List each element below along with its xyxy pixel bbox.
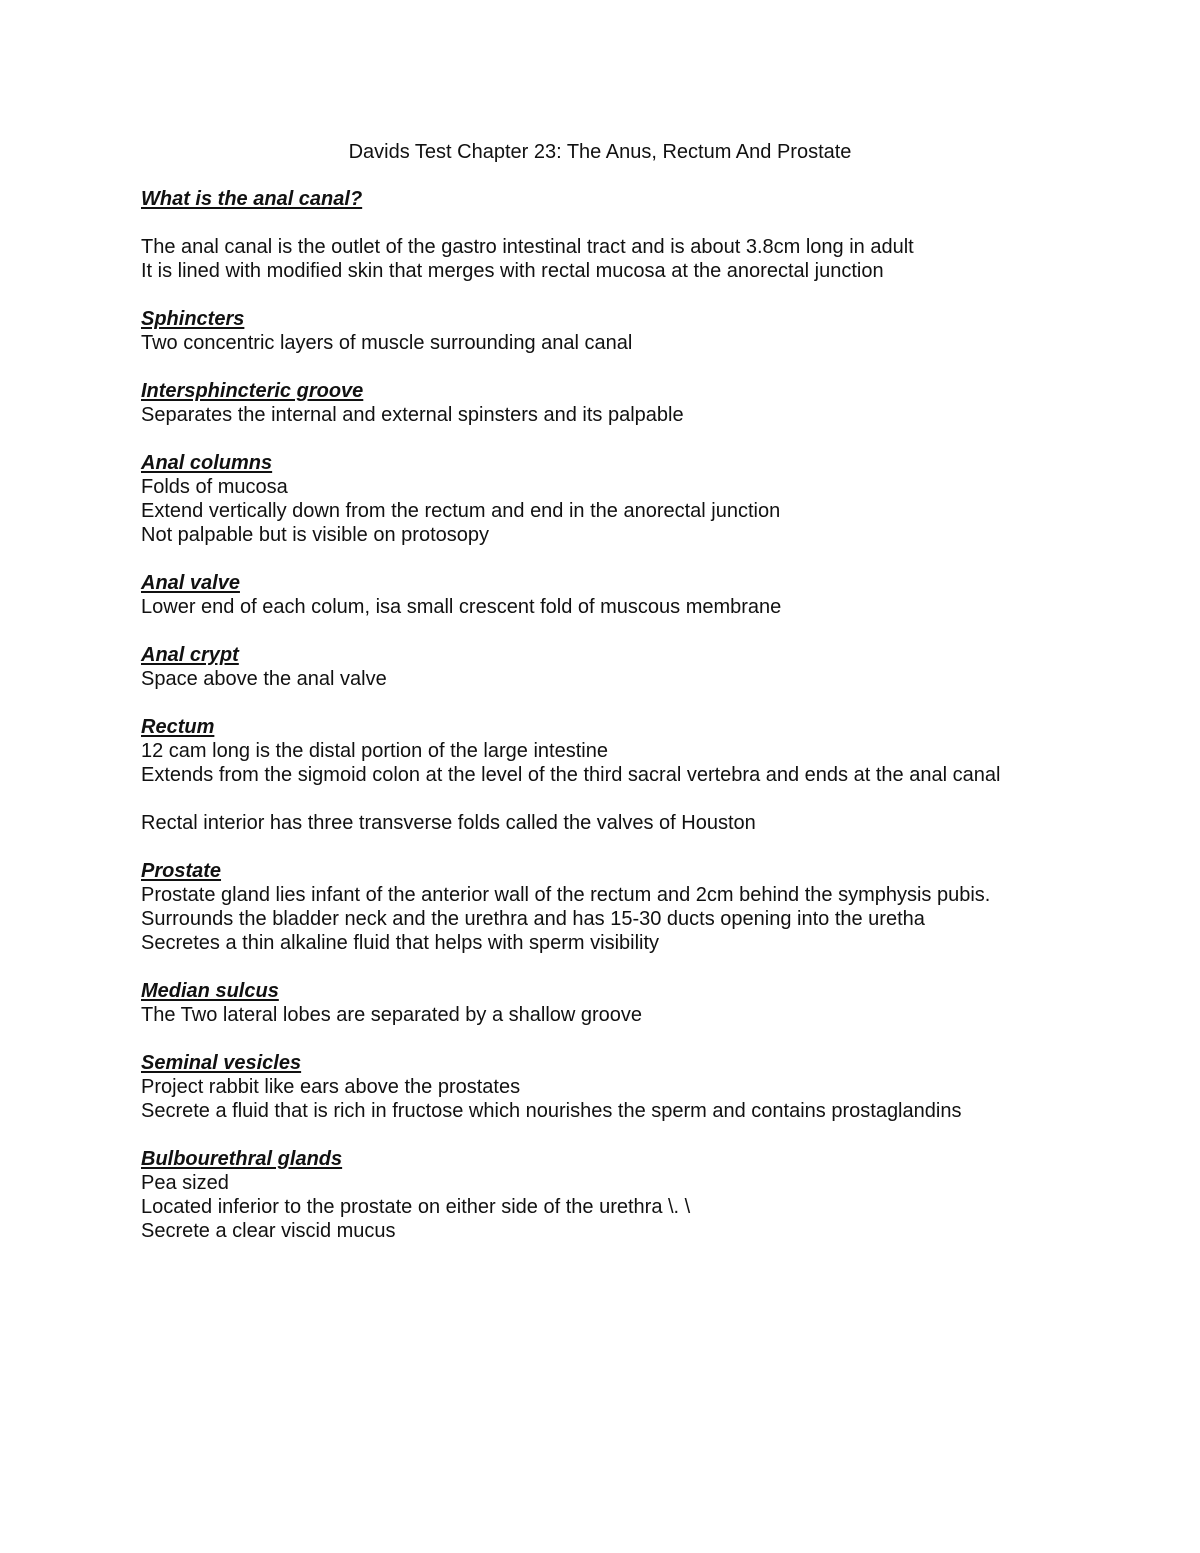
document-body — [141, 187, 1041, 1243]
body-line: Space above the anal valve — [141, 668, 387, 690]
section-anal-valve — [141, 571, 1041, 619]
section-anal-canal — [141, 187, 1041, 283]
body-line: Project rabbit like ears above the prostates — [141, 1076, 521, 1098]
body-line: Located inferior to the prostate on either side of the urethra \. \ — [141, 1196, 691, 1218]
section-seminal-vesicles — [141, 1051, 1041, 1123]
body-line: Pea sized — [141, 1172, 229, 1194]
body-line: Not palpable but is visible on protosopy — [141, 524, 489, 546]
section-heading: Bulbourethral glands — [141, 1148, 343, 1170]
section-rectum — [141, 715, 1041, 835]
body-line: Secrete a fluid that is rich in fructose which nourishes the sperm and contains prostaglandins — [141, 1100, 962, 1122]
body-line: Two concentric layers of muscle surrounding anal canal — [141, 332, 633, 354]
section-heading: Rectum — [141, 716, 215, 738]
body-line: Rectal interior has three transverse folds called the valves of Houston — [141, 812, 756, 834]
body-line: 12 cam long is the distal portion of the large intestine — [141, 740, 608, 762]
section-bulbourethral-glands — [141, 1147, 1041, 1243]
body-line: The Two lateral lobes are separated by a shallow groove — [141, 1004, 643, 1026]
section-heading: Median sulcus — [141, 980, 279, 1002]
section-heading: Anal valve — [141, 572, 240, 594]
section-heading: Intersphincteric groove — [141, 380, 364, 402]
section-heading: Seminal vesicles — [141, 1052, 302, 1074]
body-line: It is lined with modified skin that merges with rectal mucosa at the anorectal junction — [141, 260, 884, 282]
section-heading: Anal crypt — [141, 644, 239, 666]
body-line: Extends from the sigmoid colon at the level of the third sacral vertebra and ends at the anal canal — [141, 764, 1001, 786]
section-anal-columns — [141, 451, 1041, 547]
body-line: Secretes a thin alkaline fluid that helps with sperm visibility — [141, 932, 660, 954]
section-heading: Sphincters — [141, 308, 245, 330]
body-line: Prostate gland lies infant of the anterior wall of the rectum and 2cm behind the symphysis pubis. Surrounds the bladder neck and the urethra and has 15-30 ducts opening into the uretha — [141, 884, 991, 930]
section-prostate — [141, 859, 1041, 955]
body-line: The anal canal is the outlet of the gastro intestinal tract and is about 3.8cm long in adult — [141, 236, 914, 258]
section-heading: What is the anal canal? — [141, 188, 363, 210]
body-line: Folds of mucosa — [141, 476, 288, 498]
body-line: Lower end of each colum, isa small crescent fold of muscous membrane — [141, 596, 782, 618]
body-line: Secrete a clear viscid mucus — [141, 1220, 396, 1242]
section-sphincters — [141, 307, 1041, 355]
section-median-sulcus — [141, 979, 1041, 1027]
body-line: Extend vertically down from the rectum and end in the anorectal junction — [141, 500, 781, 522]
section-anal-crypt — [141, 643, 1041, 691]
document-title: Davids Test Chapter 23: The Anus, Rectum And Prostate — [348, 141, 852, 163]
section-heading: Anal columns — [141, 452, 273, 474]
section-intersphincteric-groove — [141, 379, 1041, 427]
section-heading: Prostate — [141, 860, 222, 882]
body-line: Separates the internal and external spinsters and its palpable — [141, 404, 684, 426]
